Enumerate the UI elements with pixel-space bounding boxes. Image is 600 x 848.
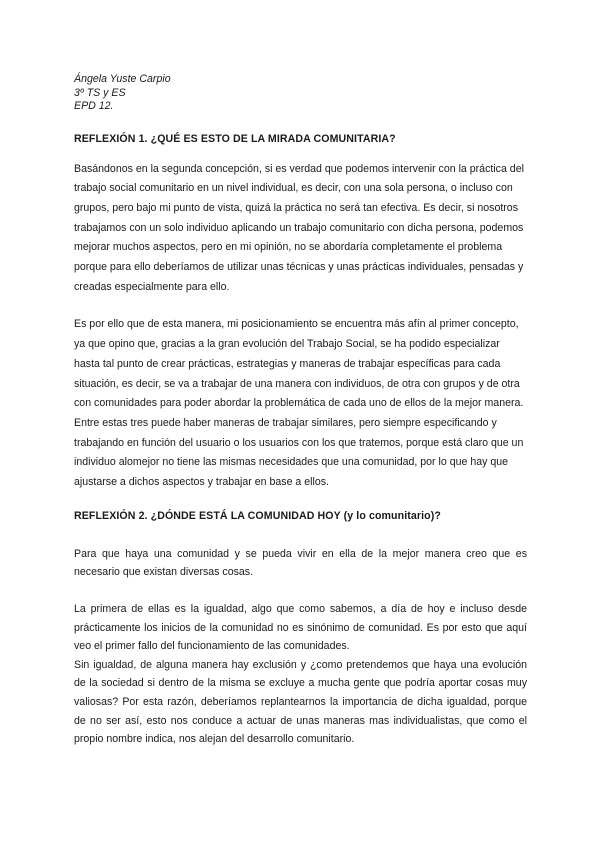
paragraph: Es por ello que de esta manera, mi posicionamiento se encuentra más afín al primer concepto, ya que opino que, gracias a la gran evolución del Trabajo Social, se ha podido especializar hasta tal punto de crear prácticas, estrategias y maneras de trabajar específicas para cada situación, es decir, se va a trabajar de una manera con individuos, de otra con grupos y de otra con comunidades para poder abordar la problemática de cada uno de ellos de la mejor manera. Entre estas tres puede haber maneras de trabajar similares, pero siempre especificando y trabajando en función del usuario o los usuarios con los que tratemos, porque está claro que un individuo alomejor no tiene las mismas necesidades que una comunidad, por lo que hay que ajustarse a dichos aspectos y trabajar en base a ellos. (74, 318, 524, 489)
section-title-reflexion-2: REFLEXIÓN 2. ¿DÓNDE ESTÁ LA COMUNIDAD HOY (y lo comunitario)? (74, 509, 441, 522)
section-title-reflexion-1: REFLEXIÓN 1. ¿QUÉ ES ESTO DE LA MIRADA COMUNITARIA? (74, 132, 396, 145)
assignment-name: EPD 12. (74, 100, 114, 112)
document-page (74, 73, 527, 749)
course-name: 3º TS y ES (74, 86, 126, 99)
paragraph: Para que haya una comunidad y se pueda vivir en ella de la mejor manera creo que es necesario que existan diversas cosas. (74, 547, 527, 579)
paragraph: La primera de ellas es la igualdad, algo que como sabemos, a día de hoy e incluso desde prácticamente los inicios de la comunidad no es sinónimo de comunidad. Es por esto que aquí veo el primer fallo del funcionamiento de las comunidades. (74, 602, 527, 653)
paragraph: Basándonos en la segunda concepción, si es verdad que podemos intervenir con la práctica del trabajo social comunitario en un nivel individual, es decir, con una sola persona, o incluso con grupos, pero bajo mi punto de vista, quizá la práctica no será tan efectiva. Es decir, si nosotros trabajamos con un solo individuo aplicando un trabajo comunitario con dicha persona, podemos mejorar muchos aspectos, pero en mi opinión, no se abordaría completamente el problema porque para ello deberíamos de utilizar unas técnicas y unas prácticas individuales, pensadas y creadas especialmente para ello. (74, 162, 524, 293)
paragraph: Sin igualdad, de alguna manera hay exclusión y ¿como pretendemos que haya una evolución de la sociedad si dentro de la misma se excluye a mucha gente que podría aportar cosas muy valiosas? Por esta razón, deberíamos replantearnos la importancia de dicha igualdad, porque de no ser así, esto nos conduce a actuar de unas maneras mas individualistas, que como el propio nombre indica, nos alejan del desarrollo comunitario. (74, 658, 527, 746)
author-name: Ángela Yuste Carpio (74, 73, 171, 85)
